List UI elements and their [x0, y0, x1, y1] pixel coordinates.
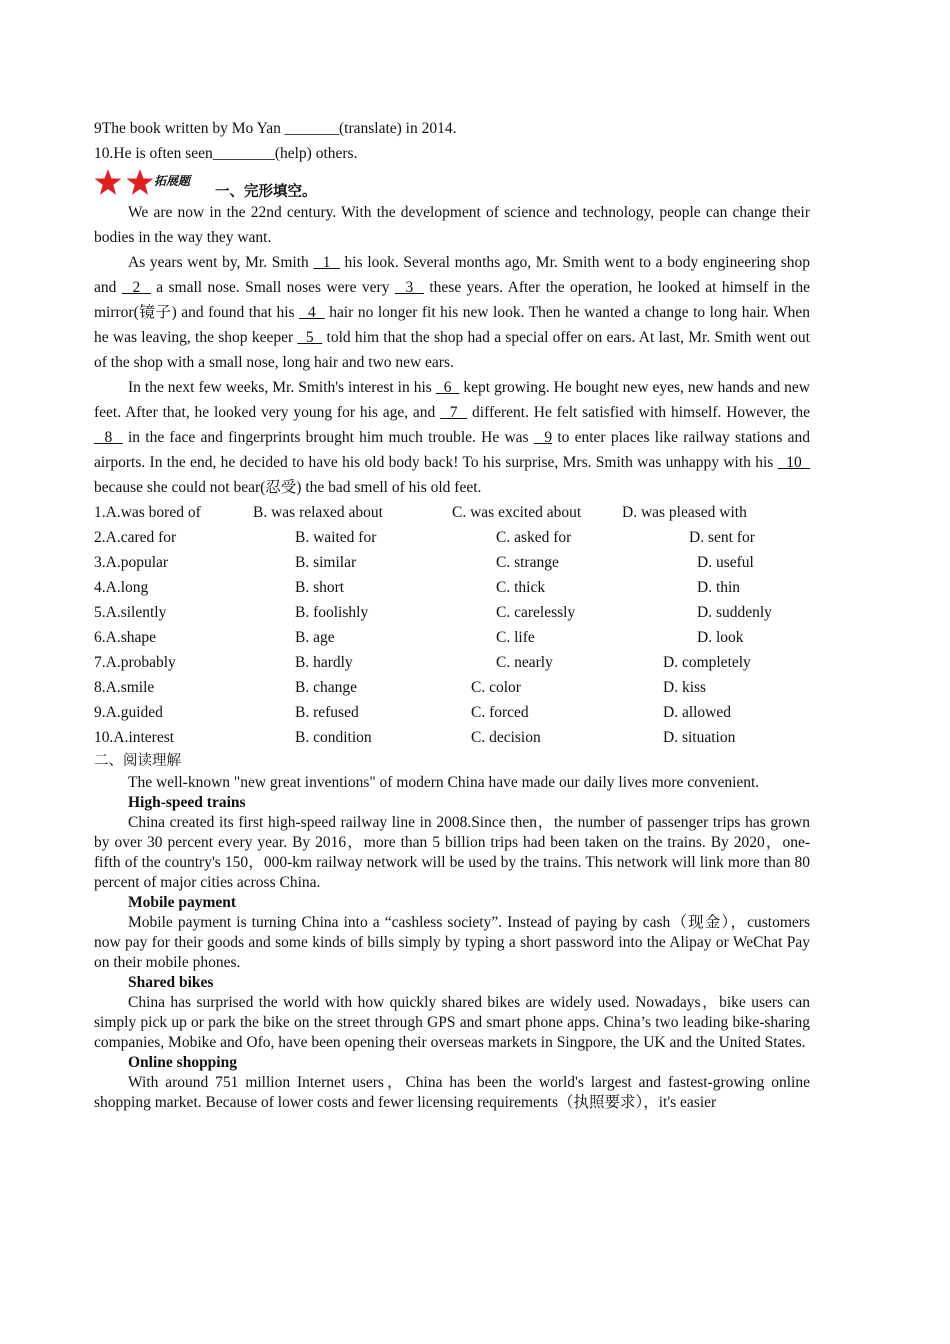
reading-intro: The well-known "new great inventions" of modern China have made our daily lives more convenient. [128, 774, 760, 791]
option-a: 1.A.was bored of [94, 504, 201, 521]
blank-9: 9 [533, 429, 553, 446]
option-row [94, 625, 810, 650]
option-d: D. sent for [689, 529, 755, 546]
option-b: B. waited for [295, 529, 377, 546]
option-a: 8.A.smile [94, 679, 155, 696]
cloze-paragraph-2 [94, 250, 810, 375]
text-run: different. He felt satisfied with himself. However, the [467, 404, 811, 421]
option-d: D. useful [697, 554, 754, 571]
text-run: to enter places like railway stations and airports. In the end, he decided to have his old body back! To his surprise, Mrs. Smith was unhappy with his [94, 429, 810, 471]
cloze-paragraph-3 [94, 375, 810, 500]
text-run: because she could not bear(忍受) the bad smell of his old feet. [94, 479, 482, 496]
blank-5: 5 [297, 329, 323, 346]
option-d: D. suddenly [697, 604, 772, 621]
options-list [94, 500, 810, 750]
option-b: B. hardly [295, 654, 353, 671]
reading-paragraph-trains: China created its first high-speed railway line in 2008.Since then，the number of passenger trips has grown by over 30 percent every year. By 2016，more than 5 billion trips had been taken on the trains. By 2020，one-fifth of the country's 150，000-km railway network will be used by the trains. This network will link more than 80 percent of major cities across China. [94, 814, 810, 891]
option-b: B. was relaxed about [253, 504, 383, 521]
option-b: B. change [295, 679, 357, 696]
blank-10: 10 [777, 454, 810, 471]
option-b: B. refused [295, 704, 359, 721]
question-10-hint: (help) others. [274, 145, 358, 162]
star-icon [126, 168, 154, 196]
answer-blank: _______ [284, 120, 339, 137]
option-row [94, 575, 810, 600]
option-row [94, 500, 810, 525]
option-c: C. nearly [496, 654, 553, 671]
extension-header [94, 166, 810, 200]
question-9 [94, 116, 810, 141]
answer-blank: ________ [212, 145, 275, 162]
option-d: D. thin [697, 579, 741, 596]
reading-paragraph-shopping: With around 751 million Internet users，China has been the world's largest and fastest-growing online shopping market. Because of lower costs and fewer licensing requirements（执照要求），it's easier [94, 1074, 810, 1111]
option-d: D. look [697, 629, 744, 646]
option-a: 9.A.guided [94, 704, 163, 721]
question-10 [94, 141, 810, 166]
blank-8: 8 [94, 429, 123, 446]
option-c: C. decision [471, 729, 541, 746]
question-10-text: 10.He is often seen [94, 145, 213, 162]
text-run: his look. Several months ago, Mr. Smith went to a body engineering shop and [94, 254, 811, 296]
blank-6: 6 [435, 379, 460, 396]
stars-badge [94, 168, 154, 198]
option-c: C. forced [471, 704, 529, 721]
heading-online-shopping: Online shopping [128, 1054, 237, 1071]
question-9-text: 9The book written by Mo Yan [94, 120, 285, 137]
option-b: B. similar [295, 554, 357, 571]
option-c: C. thick [496, 579, 546, 596]
option-c: C. color [471, 679, 521, 696]
extension-badge-label: 拓展题 [154, 174, 191, 188]
option-row [94, 650, 810, 675]
section-title-cloze: 一、完形填空。 [215, 184, 317, 200]
section-title-reading: 二、阅读理解 [94, 753, 181, 769]
text-run: these years. After the operation, he looked at himself in the mirror(镜子) and found that his [94, 279, 811, 321]
option-d: D. allowed [663, 704, 732, 721]
text-run: hair no longer fit his new look. Then he wanted a change to long hair. When he was leaving, the shop keeper [94, 304, 811, 346]
text-run: told him that the shop had a special offer on ears. At last, Mr. Smith went out of the shop with a small nose, long hair and two new ears. [94, 329, 810, 371]
option-a: 10.A.interest [94, 729, 175, 746]
option-a: 2.A.cared for [94, 529, 177, 546]
option-a: 6.A.shape [94, 629, 156, 646]
option-a: 4.A.long [94, 579, 149, 596]
heading-high-speed-trains: High-speed trains [128, 794, 246, 811]
option-row [94, 700, 810, 725]
question-9-hint: (translate) in 2014. [338, 120, 457, 137]
cloze-paragraph-1: We are now in the 22nd century. With the development of science and technology, people can change their bodies in the way they want. [94, 204, 810, 246]
option-row [94, 525, 810, 550]
option-d: D. kiss [663, 679, 707, 696]
blank-3: 3 [394, 279, 424, 296]
option-b: B. foolishly [295, 604, 369, 621]
option-row [94, 675, 810, 700]
option-row [94, 550, 810, 575]
option-c: C. carelessly [496, 604, 576, 621]
option-a: 7.A.probably [94, 654, 176, 671]
reading-paragraph-payment: Mobile payment is turning China into a “cashless society”. Instead of paying by cash（现金），customers now pay for their goods and some kinds of bills simply by typing a short password into the Alipay or WeChat Pay on their mobile phones. [94, 914, 810, 971]
option-d: D. was pleased with [622, 504, 747, 521]
option-c: C. life [496, 629, 535, 646]
heading-shared-bikes: Shared bikes [128, 974, 214, 991]
heading-mobile-payment: Mobile payment [128, 894, 237, 911]
text-run: kept growing. He bought new eyes, new hands and new feet. After that, he looked very young for his age, and [94, 379, 811, 421]
option-a: 3.A.popular [94, 554, 169, 571]
option-c: C. asked for [496, 529, 572, 546]
blank-1: 1 [313, 254, 340, 271]
option-d: D. situation [663, 729, 736, 746]
option-b: B. age [295, 629, 335, 646]
star-icon [94, 168, 122, 196]
document-page [94, 116, 810, 1113]
text-run: As years went by, Mr. Smith [128, 254, 314, 271]
option-c: C. was excited about [452, 504, 582, 521]
text-run: a small nose. Small noses were very [150, 279, 395, 296]
blank-7: 7 [440, 404, 468, 421]
option-c: C. strange [496, 554, 559, 571]
option-d: D. completely [663, 654, 751, 671]
text-run: in the face and fingerprints brought him much trouble. He was [122, 429, 534, 446]
option-b: B. short [295, 579, 345, 596]
reading-paragraph-bikes: China has surprised the world with how quickly shared bikes are widely used. Nowadays，bike users can simply pick up or park the bike on the street through GPS and smart phone apps. China’s two leading bike-sharing companies, Mobike and Ofo, have been opening their overseas markets in Singpore, the UK and the United States. [94, 994, 810, 1051]
text-run: In the next few weeks, Mr. Smith's interest in his [128, 379, 436, 396]
blank-4: 4 [299, 304, 325, 321]
option-row [94, 600, 810, 625]
blank-2: 2 [121, 279, 151, 296]
option-row [94, 725, 810, 750]
option-a: 5.A.silently [94, 604, 167, 621]
option-b: B. condition [295, 729, 372, 746]
